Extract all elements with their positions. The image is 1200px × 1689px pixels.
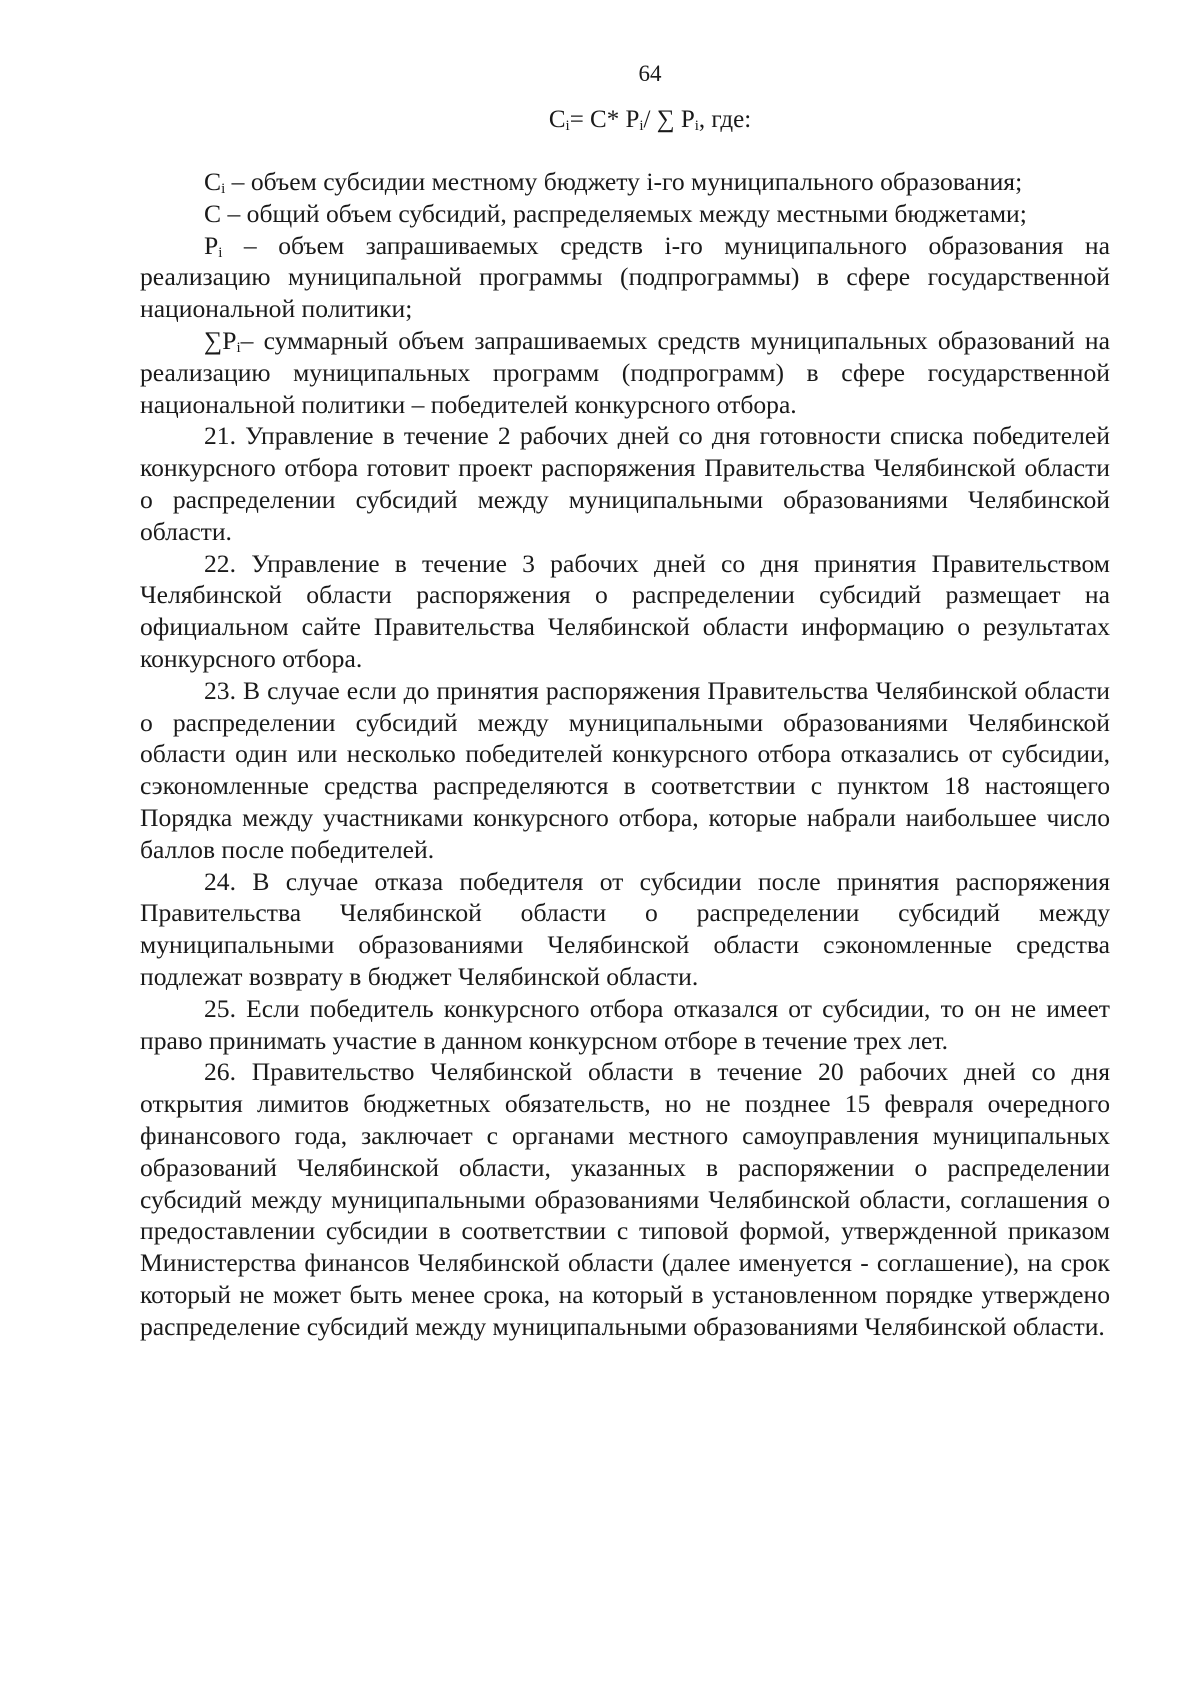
definition-subscript: i xyxy=(218,244,223,261)
formula-left-symbol: C xyxy=(548,106,566,133)
definition-ci xyxy=(140,166,1110,198)
formula-middle: = C* P xyxy=(569,106,640,133)
definition-subscript: i xyxy=(236,339,241,356)
paragraph-23: 23. В случае если до принятия распоряжения Правительства Челябинской области о распределении субсидий между муниципальными образованиями Челябинской области один или несколько победителей конкурсного отбора отказались от субсидии, сэкономленные средства распределяются в соответствии с пунктом 18 настоящего Порядка между участниками конкурсного отбора, которые набрали наибольшее число баллов после победителей. xyxy=(140,675,1110,864)
paragraph-21: 21. Управление в течение 2 рабочих дней со дня готовности списка победителей конкурсного отбора готовит проект распоряжения Правительства Челябинской области о распределении субсидий между муниципальными образованиями Челябинской области. xyxy=(140,421,1110,546)
definition-pi xyxy=(140,230,1110,325)
definition-text: – общий объем субсидий, распределяемых между местными бюджетами; xyxy=(221,198,1027,228)
definition-text: – объем запрашиваемых средств i-го муниципального образования на реализацию муниципальной программы (подпрограммы) в сфере государственной национальной политики; xyxy=(140,230,1110,324)
definition-text: – суммарный объем запрашиваемых средств муниципальных образований на реализацию муниципальных программ (подпрограмм) в сфере государственной национальной политики – победителей конкурсного отбора. xyxy=(140,325,1110,419)
definition-symbol: С xyxy=(204,198,222,228)
formula-tail: , где: xyxy=(698,106,752,133)
formula-divider: / ∑ P xyxy=(643,106,695,133)
paragraph-25: 25. Если победитель конкурсного отбора отказался от субсидии, то он не имеет право принимать участие в данном конкурсном отборе в течение трех лет. xyxy=(140,993,1110,1055)
paragraph-24: 24. В случае отказа победителя от субсидии после принятия распоряжения Правительства Челябинской области о распределении субсидий между муниципальными образованиями Челябинской области сэкономленные средства подлежат возврату в бюджет Челябинской области. xyxy=(140,866,1110,991)
paragraph-26: 26. Правительство Челябинской области в течение 20 рабочих дней со дня открытия лимитов бюджетных обязательств, но не позднее 15 февраля очередного финансового года, заключает с органами местного самоуправления муниципальных образований Челябинской области, указанных в распоряжении о распределении субсидий между муниципальными образованиями Челябинской области, соглашения о предоставлении субсидии в соответствии с типовой формой, утвержденной приказом Министерства финансов Челябинской области (далее именуется - соглашение), на срок который не может быть менее срока, на который в установленном порядке утверждено распределение субсидий между муниципальными образованиями Челябинской области. xyxy=(140,1057,1110,1341)
definition-c xyxy=(140,198,1110,230)
formula-right-subscript: i xyxy=(694,118,699,134)
document-body xyxy=(140,166,1110,1342)
definition-subscript: i xyxy=(221,181,226,197)
definition-symbol: P xyxy=(204,230,219,260)
distribution-formula xyxy=(0,104,1200,136)
page-number: 64 xyxy=(638,61,662,86)
paragraph-22: 22. Управление в течение 3 рабочих дней со дня принятия Правительством Челябинской области распоряжения о распределении субсидий размещает на официальном сайте Правительства Челябинской области информацию о результатах конкурсного отбора. xyxy=(140,548,1110,673)
definition-sum-pi xyxy=(140,325,1110,420)
formula-left-subscript: i xyxy=(565,118,570,134)
formula-middle-subscript: i xyxy=(639,118,644,134)
definition-symbol: C xyxy=(204,167,222,196)
definition-symbol: ∑P xyxy=(204,325,237,355)
definition-text: – объем субсидии местному бюджету i-го муниципального образования; xyxy=(225,167,1023,196)
